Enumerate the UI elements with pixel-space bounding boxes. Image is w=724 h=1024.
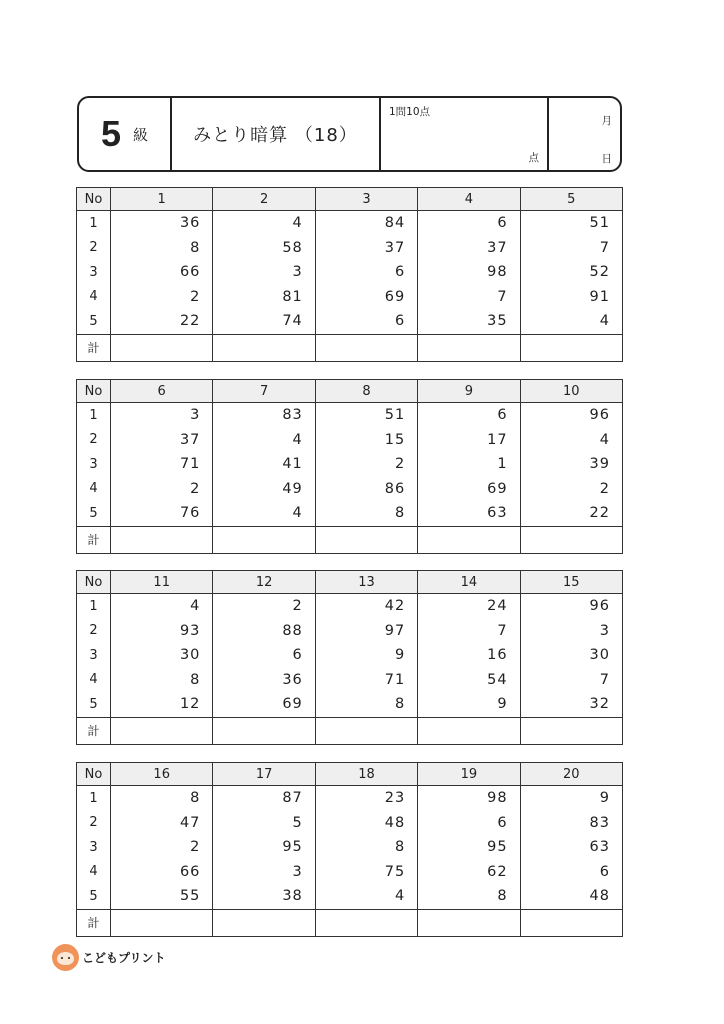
number-cell: 36 xyxy=(111,211,213,236)
answer-cell[interactable] xyxy=(111,526,213,553)
number-cell: 75 xyxy=(315,860,417,885)
brand-logo xyxy=(52,944,166,971)
number-cell: 93 xyxy=(111,619,213,644)
total-row xyxy=(77,909,623,936)
number-cell: 15 xyxy=(315,428,417,453)
table-row xyxy=(77,860,623,885)
number-cell: 96 xyxy=(520,594,622,619)
row-label: 4 xyxy=(77,668,111,693)
number-cell: 37 xyxy=(418,236,520,261)
number-cell: 8 xyxy=(418,884,520,909)
number-cell: 81 xyxy=(213,285,315,310)
problem-number: 19 xyxy=(418,763,520,786)
row-label: 3 xyxy=(77,260,111,285)
table-row xyxy=(77,285,623,310)
answer-cell[interactable] xyxy=(418,909,520,936)
row-label: 4 xyxy=(77,477,111,502)
cat-face-icon xyxy=(52,944,79,971)
number-cell: 23 xyxy=(315,786,417,811)
number-cell: 66 xyxy=(111,860,213,885)
number-cell: 17 xyxy=(418,428,520,453)
number-cell: 6 xyxy=(315,309,417,334)
number-cell: 3 xyxy=(520,619,622,644)
number-cell: 39 xyxy=(520,452,622,477)
problem-number: 9 xyxy=(418,380,520,403)
number-cell: 58 xyxy=(213,236,315,261)
answer-cell[interactable] xyxy=(111,717,213,744)
table-row xyxy=(77,211,623,236)
row-label: 4 xyxy=(77,860,111,885)
number-cell: 69 xyxy=(315,285,417,310)
problem-number: 5 xyxy=(520,188,622,211)
number-cell: 2 xyxy=(111,477,213,502)
row-label: 5 xyxy=(77,309,111,334)
number-cell: 49 xyxy=(213,477,315,502)
number-cell: 62 xyxy=(418,860,520,885)
number-cell: 2 xyxy=(315,452,417,477)
score-box[interactable] xyxy=(381,98,549,170)
row-label: 3 xyxy=(77,835,111,860)
number-cell: 4 xyxy=(213,428,315,453)
score-unit: 点 xyxy=(528,152,539,164)
number-cell: 30 xyxy=(111,643,213,668)
problem-number: 1 xyxy=(111,188,213,211)
number-cell: 98 xyxy=(418,786,520,811)
total-row xyxy=(77,526,623,553)
row-label: 1 xyxy=(77,403,111,428)
problem-number: 20 xyxy=(520,763,622,786)
row-label: 3 xyxy=(77,643,111,668)
problem-number: 15 xyxy=(520,571,622,594)
answer-cell[interactable] xyxy=(520,909,622,936)
number-cell: 2 xyxy=(213,594,315,619)
number-cell: 6 xyxy=(520,860,622,885)
number-cell: 2 xyxy=(111,835,213,860)
total-row xyxy=(77,717,623,744)
problem-number: 10 xyxy=(520,380,622,403)
answer-cell[interactable] xyxy=(418,334,520,361)
total-label: 計 xyxy=(77,909,111,936)
number-cell: 2 xyxy=(520,477,622,502)
table-row xyxy=(77,594,623,619)
answer-cell[interactable] xyxy=(315,717,417,744)
month-label: 月 xyxy=(601,115,612,127)
number-cell: 5 xyxy=(213,811,315,836)
block-header-row xyxy=(77,763,623,786)
total-label: 計 xyxy=(77,717,111,744)
row-label: 1 xyxy=(77,786,111,811)
table-row xyxy=(77,668,623,693)
number-cell: 8 xyxy=(315,835,417,860)
no-header: No xyxy=(77,571,111,594)
problem-block-2 xyxy=(76,379,623,554)
problem-number: 18 xyxy=(315,763,417,786)
number-cell: 4 xyxy=(111,594,213,619)
number-cell: 12 xyxy=(111,692,213,717)
number-cell: 7 xyxy=(418,285,520,310)
table-row xyxy=(77,501,623,526)
number-cell: 98 xyxy=(418,260,520,285)
number-cell: 3 xyxy=(213,860,315,885)
no-header: No xyxy=(77,380,111,403)
problem-number: 12 xyxy=(213,571,315,594)
number-cell: 7 xyxy=(418,619,520,644)
problem-number: 11 xyxy=(111,571,213,594)
number-cell: 55 xyxy=(111,884,213,909)
number-cell: 95 xyxy=(213,835,315,860)
answer-cell[interactable] xyxy=(520,334,622,361)
number-cell: 71 xyxy=(111,452,213,477)
table-row xyxy=(77,403,623,428)
number-cell: 41 xyxy=(213,452,315,477)
table-row xyxy=(77,260,623,285)
number-cell: 9 xyxy=(520,786,622,811)
problem-number: 6 xyxy=(111,380,213,403)
number-cell: 63 xyxy=(418,501,520,526)
number-cell: 30 xyxy=(520,643,622,668)
problem-number: 3 xyxy=(315,188,417,211)
grade-suffix: 級 xyxy=(133,125,149,144)
number-cell: 6 xyxy=(418,211,520,236)
answer-cell[interactable] xyxy=(111,334,213,361)
number-cell: 86 xyxy=(315,477,417,502)
answer-cell[interactable] xyxy=(111,909,213,936)
number-cell: 51 xyxy=(520,211,622,236)
number-cell: 2 xyxy=(111,285,213,310)
number-cell: 71 xyxy=(315,668,417,693)
number-cell: 66 xyxy=(111,260,213,285)
block-header-row xyxy=(77,380,623,403)
answer-cell[interactable] xyxy=(418,717,520,744)
grade-number: 5 xyxy=(100,113,121,154)
number-cell: 95 xyxy=(418,835,520,860)
number-cell: 4 xyxy=(315,884,417,909)
number-cell: 3 xyxy=(213,260,315,285)
number-cell: 38 xyxy=(213,884,315,909)
number-cell: 8 xyxy=(111,236,213,261)
number-cell: 9 xyxy=(418,692,520,717)
no-header: No xyxy=(77,188,111,211)
problem-number: 8 xyxy=(315,380,417,403)
problem-number: 16 xyxy=(111,763,213,786)
number-cell: 48 xyxy=(315,811,417,836)
number-cell: 22 xyxy=(520,501,622,526)
total-label: 計 xyxy=(77,526,111,553)
number-cell: 47 xyxy=(111,811,213,836)
brand-name: こどもプリント xyxy=(82,951,166,965)
row-label: 2 xyxy=(77,428,111,453)
number-cell: 35 xyxy=(418,309,520,334)
number-cell: 91 xyxy=(520,285,622,310)
number-cell: 4 xyxy=(520,428,622,453)
row-label: 5 xyxy=(77,884,111,909)
row-label: 5 xyxy=(77,501,111,526)
row-label: 2 xyxy=(77,236,111,261)
table-row xyxy=(77,786,623,811)
number-cell: 1 xyxy=(418,452,520,477)
answer-cell[interactable] xyxy=(315,334,417,361)
number-cell: 8 xyxy=(111,786,213,811)
table-row xyxy=(77,884,623,909)
answer-cell[interactable] xyxy=(213,526,315,553)
number-cell: 4 xyxy=(520,309,622,334)
table-row xyxy=(77,452,623,477)
number-cell: 63 xyxy=(520,835,622,860)
number-cell: 69 xyxy=(213,692,315,717)
number-cell: 76 xyxy=(111,501,213,526)
row-label: 4 xyxy=(77,285,111,310)
number-cell: 4 xyxy=(213,211,315,236)
number-cell: 36 xyxy=(213,668,315,693)
row-label: 3 xyxy=(77,452,111,477)
number-cell: 6 xyxy=(418,403,520,428)
number-cell: 8 xyxy=(315,692,417,717)
table-row xyxy=(77,428,623,453)
total-row xyxy=(77,334,623,361)
answer-cell[interactable] xyxy=(213,717,315,744)
answer-cell[interactable] xyxy=(213,909,315,936)
table-row xyxy=(77,477,623,502)
table-row xyxy=(77,236,623,261)
problem-number: 14 xyxy=(418,571,520,594)
total-label: 計 xyxy=(77,334,111,361)
table-row xyxy=(77,643,623,668)
score-rule: 1問10点 xyxy=(389,106,431,118)
worksheet-title: みとり暗算 （18） xyxy=(172,98,381,170)
number-cell: 69 xyxy=(418,477,520,502)
number-cell: 8 xyxy=(315,501,417,526)
number-cell: 16 xyxy=(418,643,520,668)
block-header-row xyxy=(77,571,623,594)
answer-cell[interactable] xyxy=(315,526,417,553)
no-header: No xyxy=(77,763,111,786)
problem-block-3 xyxy=(76,570,623,745)
number-cell: 32 xyxy=(520,692,622,717)
row-label: 5 xyxy=(77,692,111,717)
number-cell: 24 xyxy=(418,594,520,619)
problem-number: 13 xyxy=(315,571,417,594)
row-label: 1 xyxy=(77,211,111,236)
problem-number: 7 xyxy=(213,380,315,403)
number-cell: 22 xyxy=(111,309,213,334)
table-row xyxy=(77,811,623,836)
problem-number: 17 xyxy=(213,763,315,786)
number-cell: 52 xyxy=(520,260,622,285)
number-cell: 37 xyxy=(315,236,417,261)
day-label: 日 xyxy=(601,153,612,165)
answer-cell[interactable] xyxy=(520,717,622,744)
row-label: 1 xyxy=(77,594,111,619)
problem-number: 4 xyxy=(418,188,520,211)
number-cell: 83 xyxy=(520,811,622,836)
date-box[interactable] xyxy=(549,98,620,170)
table-row xyxy=(77,692,623,717)
number-cell: 7 xyxy=(520,668,622,693)
number-cell: 51 xyxy=(315,403,417,428)
answer-cell[interactable] xyxy=(315,909,417,936)
number-cell: 37 xyxy=(111,428,213,453)
problem-number: 2 xyxy=(213,188,315,211)
row-label: 2 xyxy=(77,619,111,644)
number-cell: 88 xyxy=(213,619,315,644)
number-cell: 83 xyxy=(213,403,315,428)
row-label: 2 xyxy=(77,811,111,836)
number-cell: 6 xyxy=(418,811,520,836)
grade-box xyxy=(79,98,172,170)
number-cell: 6 xyxy=(213,643,315,668)
number-cell: 74 xyxy=(213,309,315,334)
number-cell: 96 xyxy=(520,403,622,428)
number-cell: 54 xyxy=(418,668,520,693)
number-cell: 4 xyxy=(213,501,315,526)
problem-block-4 xyxy=(76,762,623,937)
answer-cell[interactable] xyxy=(213,334,315,361)
number-cell: 8 xyxy=(111,668,213,693)
block-header-row xyxy=(77,188,623,211)
worksheet-header xyxy=(77,96,622,172)
table-row xyxy=(77,619,623,644)
number-cell: 7 xyxy=(520,236,622,261)
answer-cell[interactable] xyxy=(418,526,520,553)
table-row xyxy=(77,309,623,334)
number-cell: 87 xyxy=(213,786,315,811)
number-cell: 6 xyxy=(315,260,417,285)
number-cell: 84 xyxy=(315,211,417,236)
answer-cell[interactable] xyxy=(520,526,622,553)
number-cell: 3 xyxy=(111,403,213,428)
number-cell: 42 xyxy=(315,594,417,619)
number-cell: 48 xyxy=(520,884,622,909)
table-row xyxy=(77,835,623,860)
problem-block-1 xyxy=(76,187,623,362)
number-cell: 97 xyxy=(315,619,417,644)
number-cell: 9 xyxy=(315,643,417,668)
